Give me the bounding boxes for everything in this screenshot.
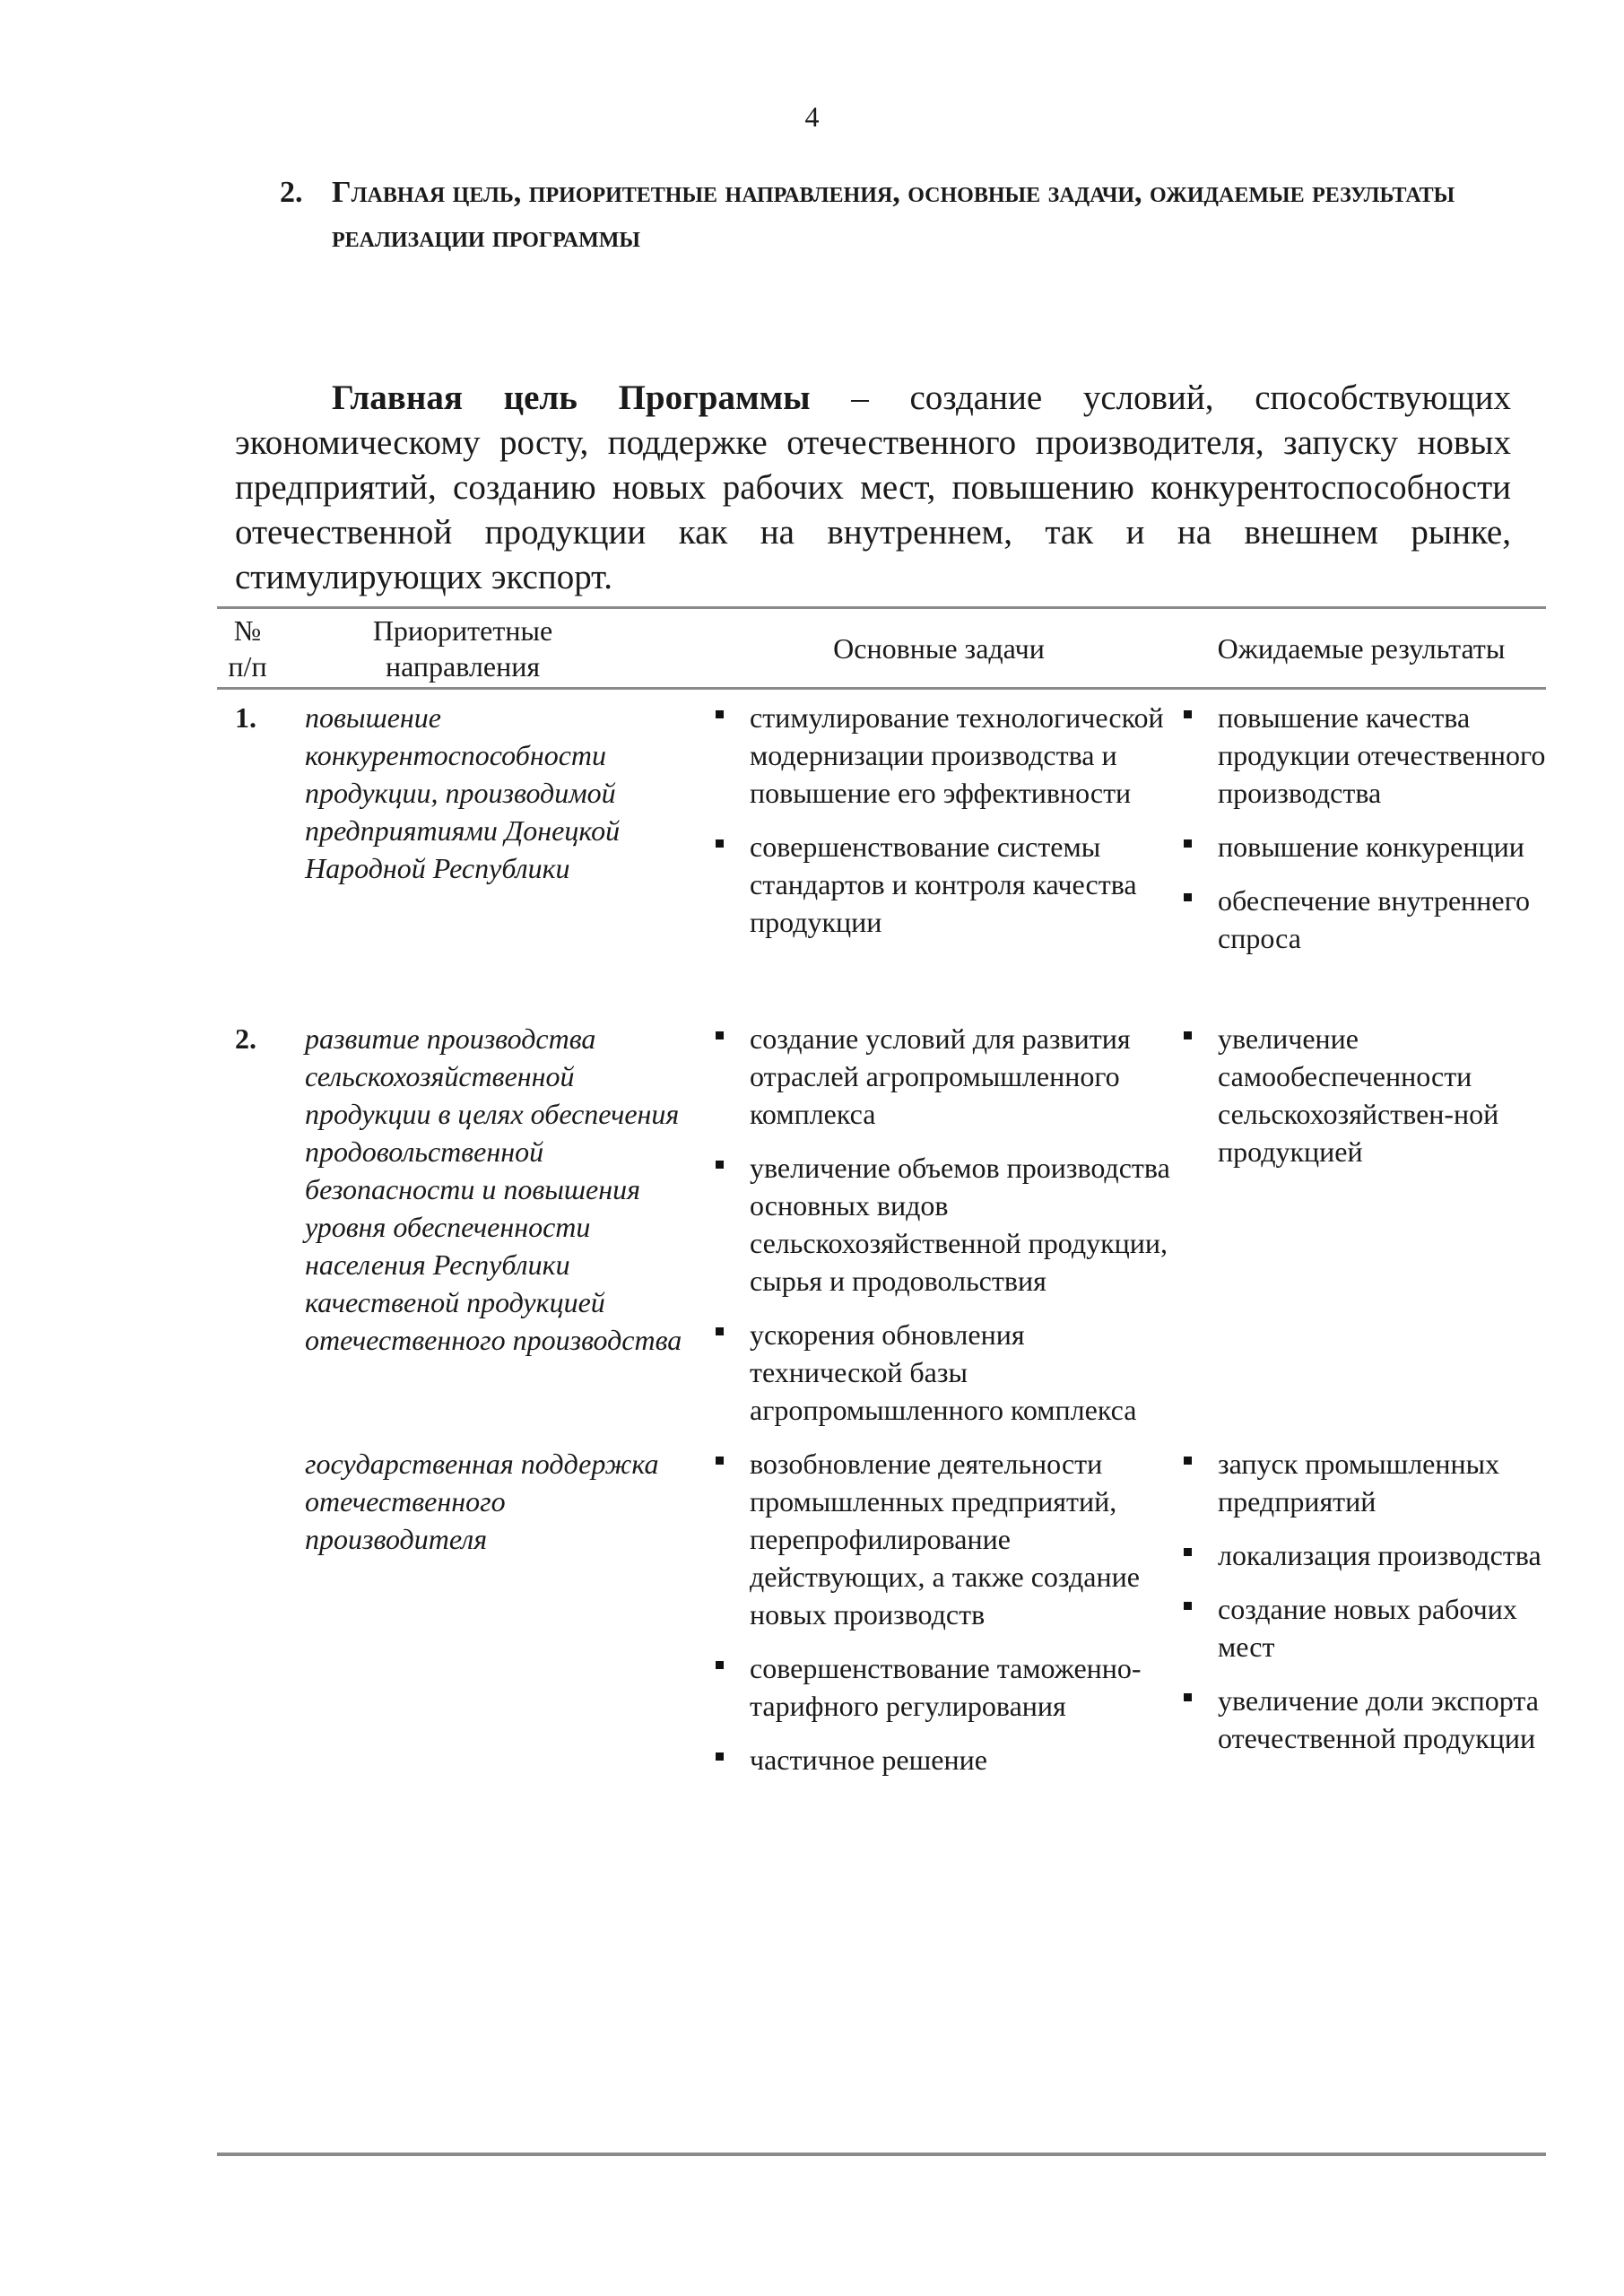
row-results [1177, 1020, 1546, 1445]
row-number: 1. [235, 701, 256, 734]
row-results [1177, 699, 1546, 973]
intro-lead: Главная цель Программы [332, 378, 811, 417]
task-item: совершенствование системы стандартов и контроля качества продукции [708, 828, 1177, 941]
header-tasks: Основные задачи [833, 631, 1045, 665]
result-item: запуск промышленных предприятий [1177, 1445, 1546, 1520]
result-item: увеличение доли экспорта отечественной продукции [1177, 1682, 1546, 1757]
result-item: повышение конкуренции [1177, 828, 1546, 865]
task-item: возобновление деятельности промышленных предприятий, перепрофилирование действующих, а также создание новых производств [708, 1445, 1177, 1633]
task-item: увеличение объемов производства основных видов сельскохозяйственной продукции, сырья и продовольствия [708, 1149, 1177, 1300]
row-number: 2. [235, 1022, 256, 1055]
task-item: стимулирование технологической модернизации производства и повышение его эффективности [708, 699, 1177, 812]
section-heading [280, 170, 1517, 260]
task-item: совершенствование таможенно-тарифного регулирования [708, 1649, 1177, 1725]
section-number: 2. [280, 176, 303, 209]
result-item: обеспечение внутреннего спроса [1177, 882, 1546, 957]
table-bottom-border [217, 2152, 1546, 2156]
goals-table [217, 606, 1546, 1779]
header-num: № п/п [228, 613, 267, 683]
header-results: Ожидаемые результаты [1217, 631, 1506, 665]
task-item: частичное решение [708, 1741, 1177, 1779]
row-number [217, 1445, 278, 1779]
table-header [217, 609, 1546, 690]
table-row [217, 1445, 1546, 1779]
task-item: создание условий для развития отраслей агропромышленного комплекса [708, 1020, 1177, 1133]
row-direction: государственная поддержка отечественного производителя [305, 1448, 659, 1555]
row-results [1177, 1445, 1546, 1779]
row-tasks [701, 1445, 1177, 1779]
result-item: повышение качества продукции отечественного производства [1177, 699, 1546, 812]
row-direction: повышение конкурентоспособности продукции, производимой предприятиями Донецкой Народной Республики [305, 701, 621, 884]
result-item: увеличение самообеспеченности сельскохозяйствен-ной продукцией [1177, 1020, 1546, 1170]
section-title: Главная цель, приоритетные направления, основные задачи, ожидаемые результаты реализации программы [332, 176, 1455, 254]
row-tasks [701, 699, 1177, 973]
task-item: ускорения обновления технической базы агропромышленного комплекса [708, 1316, 1177, 1429]
row-tasks [701, 1020, 1177, 1445]
result-item: локализация производства [1177, 1536, 1546, 1574]
table-row [217, 1020, 1546, 1445]
page-number: 4 [804, 100, 820, 133]
result-item: создание новых рабочих мест [1177, 1590, 1546, 1665]
row-direction: развитие производства сельскохозяйственной продукции в целях обеспечения продовольственной безопасности и повышения уровня обеспеченности населения Республики качественой продукцией отечественного производства [305, 1022, 682, 1356]
intro-paragraph [235, 376, 1511, 600]
intro-text: – создание условий, способствующих экономическому росту, поддержке отечественного производителя, запуску новых предприятий, созданию новых рабочих мест, повышению конкурентоспособности отечественной продукции как на внутреннем, так и на внешнем рынке, стимулирующих экспорт. [235, 378, 1511, 596]
table-row [217, 699, 1546, 973]
header-directions: Приоритетные направления [372, 613, 553, 683]
